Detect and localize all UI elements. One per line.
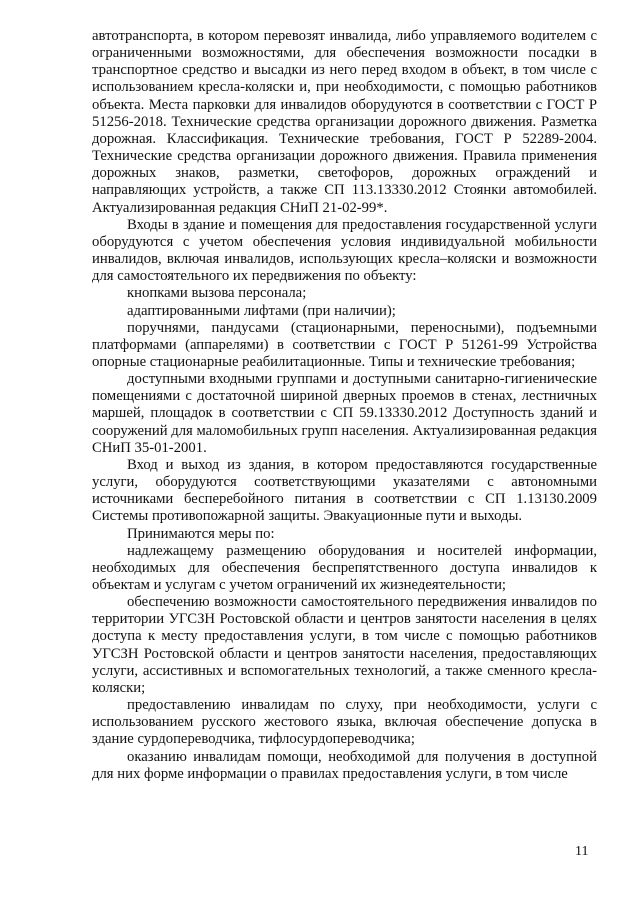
paragraph-entrances: Входы в здание и помещения для предоставления государственной услуги оборудуются с учетом обеспечения условия индивидуальной мобильности инвалидов, включая инвалидов, использующих кресла–коляски и возможности для самостоятельного их передвижения по объекту: (92, 216, 597, 285)
paragraph-measures-heading: Принимаются меры по: (127, 525, 275, 542)
list-item-call-buttons: кнопками вызова персонала; (127, 285, 307, 302)
list-item-sign-language: предоставлению инвалидам по слуху, при необходимости, услуги с использованием русского жестового языка, включая обеспечение допуска в здание сурдопереводчика, тифлосурдопереводчика; (92, 697, 597, 748)
paragraph-parking: автотранспорта, в котором перевозят инвалида, либо управляемого водителем с ограниченными возможностями, для обеспечения возможности посадки в транспортное средство и высадки из него перед входом в объект, в том числе с использованием кресла-коляски и, при необходимости, с помощью работников объекта. Места парковки для инвалидов оборудуются в соответствии с ГОСТ Р 51256-2018. Технические средства организации дорожного движения. Разметка дорожная. Классификация. Технические требования, ГОСТ Р 52289-2004. Технические средства организации дорожного движения. Правила применения дорожных знаков, разметки, светофоров, дорожных ограждений и направляющих устройств, а также СП 113.13330.2012 Стоянки автомобилей. Актуализированная редакция СНиП 21-02-99*. (92, 28, 597, 216)
document-page (92, 28, 597, 783)
list-item-handrails-ramps: поручнями, пандусами (стационарными, переносными), подъемными платформами (аппарелями) в соответствии с ГОСТ Р 51261-99 Устройства опорные стационарные реабилитационные. Типы и технические требования; (92, 319, 597, 370)
list-item-assistance: оказанию инвалидам помощи, необходимой для получения в доступной для них форме информации о правилах предоставления услуги, в том числе (92, 748, 597, 782)
page-number: 11 (575, 844, 589, 859)
list-item-lifts: адаптированными лифтами (при наличии); (127, 302, 396, 319)
list-item-independent-movement: обеспечению возможности самостоятельного передвижения инвалидов по территории УГСЗН Ростовской области и центров занятости населения в целях доступа к месту предоставления услуги, в том числе с помощью работников УГСЗН Ростовской области и центров занятости населения, предоставляющих услуги, ассистивных и вспомогательных технологий, а также сменного кресла-коляски; (92, 594, 597, 696)
list-item-equipment-placement: надлежащему размещению оборудования и носителей информации, необходимых для обеспечения беспрепятственного доступа инвалидов к объектам и услугам с учетом ограничений их жизнедеятельности; (92, 542, 597, 593)
list-item-entrance-groups: доступными входными группами и доступными санитарно-гигиенические помещениями с достаточной шириной дверных проемов в стенах, лестничных маршей, площадок в соответствии с СП 59.13330.2012 Доступность зданий и сооружений для маломобильных групп населения. Актуализированная редакция СНиП 35-01-2001. (92, 371, 597, 456)
paragraph-entry-exit-signs: Вход и выход из здания, в котором предоставляются государственные услуги, оборудуются соответствующими указателями с автономными источниками бесперебойного питания в соответствии с СП 1.13130.2009 Системы противопожарной защиты. Эвакуационные пути и выходы. (92, 456, 597, 525)
